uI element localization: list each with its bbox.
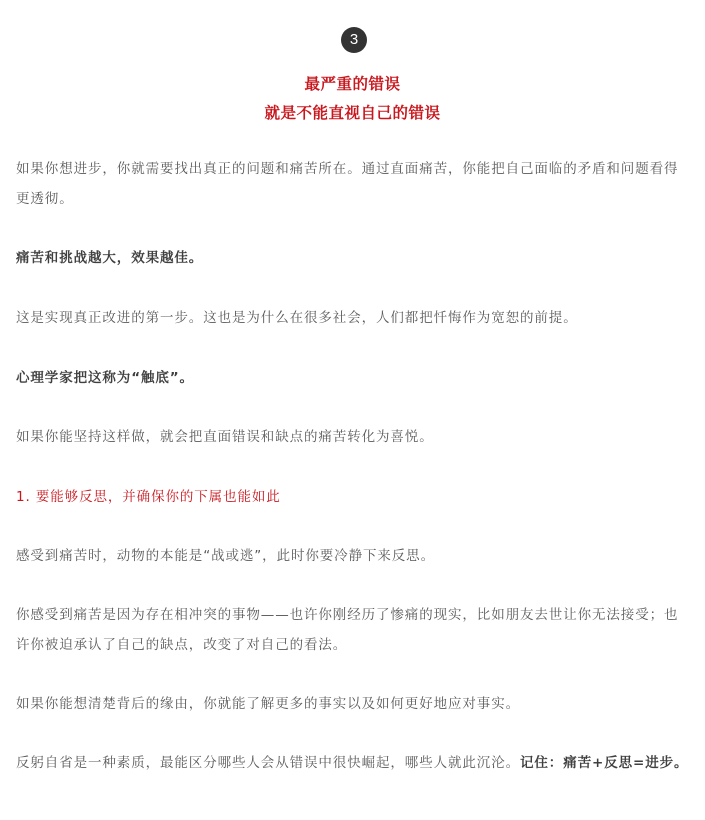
paragraph-9: 如果你能想清楚背后的缘由，你就能了解更多的事实以及如何更好地应对事实。 — [16, 696, 520, 712]
paragraph-1: 如果你想进步，你就需要找出真正的问题和痛苦所在。通过直面痛苦，你能把自己面临的矛盾和问题看得更透彻。 — [16, 161, 679, 207]
section-heading-line-2: 就是不能直视自己的错误 — [264, 104, 441, 122]
paragraph-2-bold: 痛苦和挑战越大，效果越佳。 — [16, 250, 204, 266]
section-heading-line-1: 最严重的错误 — [304, 75, 401, 93]
paragraph-5: 如果你能坚持这样做，就会把直面错误和缺点的痛苦转化为喜悦。 — [16, 429, 434, 445]
paragraph-7: 感受到痛苦时，动物的本能是“战或逃”，此时你要冷静下来反思。 — [16, 548, 435, 564]
paragraph-10-text: 反躬自省是一种素质，最能区分哪些人会从错误中很快崛起，哪些人就此沉沦。 — [16, 755, 520, 771]
paragraph-8: 你感受到痛苦是因为存在相冲突的事物——也许你刚经历了惨痛的现实，比如朋友去世让你无法接受；也许你被迫承认了自己的缺点，改变了对自己的看法。 — [16, 607, 679, 653]
paragraph-3: 这是实现真正改进的第一步。这也是为什么在很多社会，人们都把忏悔作为宽恕的前提。 — [16, 310, 578, 326]
paragraph-10 — [16, 748, 690, 778]
section-number-badge: 3 — [341, 27, 367, 53]
subheading-reflect: 1. 要能够反思，并确保你的下属也能如此 — [16, 489, 281, 505]
paragraph-4-bold: 心理学家把这称为“触底”。 — [16, 370, 194, 386]
paragraph-10-bold-remember: 记住：痛苦+反思=进步。 — [520, 755, 689, 771]
